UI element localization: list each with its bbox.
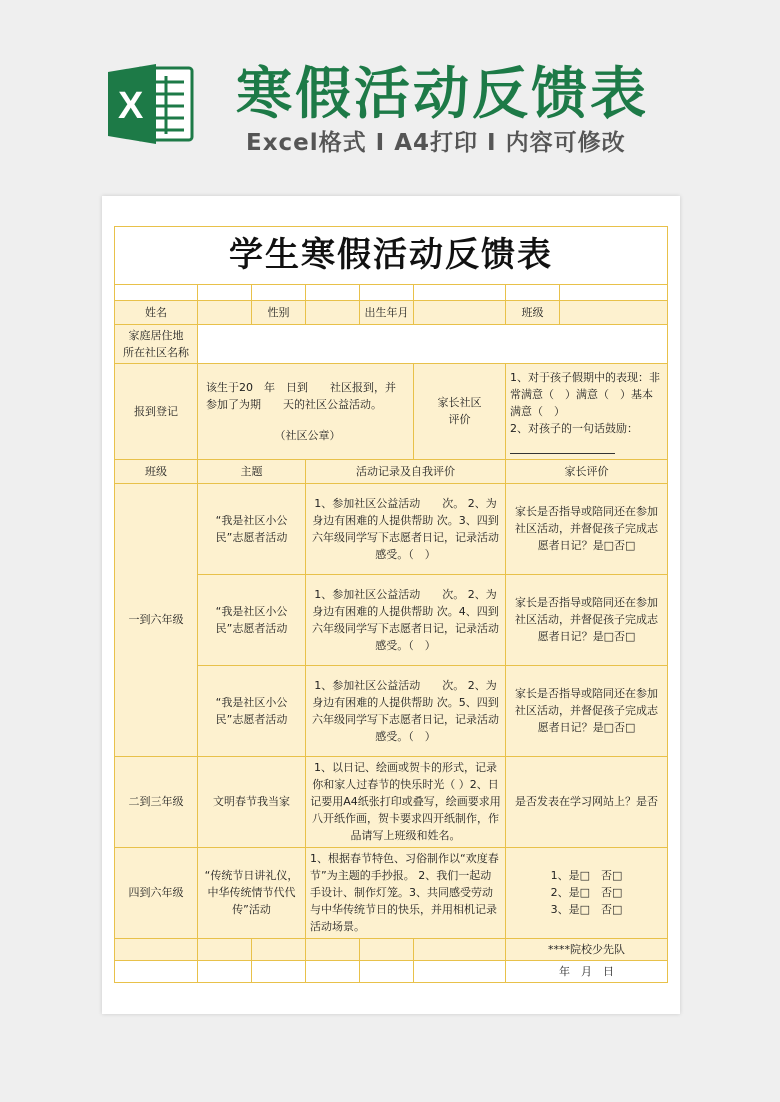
gender-field[interactable] — [306, 300, 360, 324]
blank-cell — [115, 960, 198, 982]
register-line: 该生于20 年 日到 社区报到，并 — [206, 380, 396, 394]
blank-cell — [306, 960, 360, 982]
footer-org: ****院校少先队 — [506, 938, 668, 960]
blank-cell — [360, 284, 414, 300]
address-label-line: 家庭居住地 — [128, 328, 184, 342]
theme-cell: “我是社区小公民”志愿者活动 — [198, 483, 306, 574]
record-cell[interactable]: 1、参加社区公益活动 次。 2、为身边有困难的人提供帮助 次。3、四到六年级同学写下志愿者日记，记录活动感受。（ ） — [306, 483, 506, 574]
parent-eval-label-line: 家长社区 — [437, 396, 482, 410]
blank-cell — [414, 284, 506, 300]
blank-cell — [115, 284, 198, 300]
blank-cell — [252, 284, 306, 300]
parent-eval-line: 1、对于孩子假期中的表现：非常满意（ ）满意（ ）基本满意（ ） — [510, 370, 660, 418]
parent-eval-cell[interactable]: 家长是否指导或陪同还在参加社区活动，并督促孩子完成志愿者日记？是□否□ — [506, 665, 668, 756]
parent-eval-label — [414, 363, 506, 459]
column-header-parent: 家长评价 — [506, 459, 668, 483]
excel-icon — [104, 58, 196, 150]
register-text[interactable] — [198, 363, 414, 459]
blank-cell — [560, 284, 668, 300]
banner-subtitle: Excel格式 I A4打印 I 内容可修改 — [246, 130, 626, 156]
blank-cell — [198, 284, 252, 300]
gender-label: 性别 — [252, 300, 306, 324]
blank-cell — [306, 938, 360, 960]
column-header-theme: 主题 — [198, 459, 306, 483]
blank-cell — [198, 960, 252, 982]
register-line: 参加了为期 天的社区公益活动。 — [206, 397, 382, 411]
banner — [0, 0, 780, 185]
sheet-title: 学生寒假活动反馈表 — [115, 227, 668, 285]
address-label — [115, 324, 198, 363]
parent-check-line: 2、是□ 否□ — [550, 886, 623, 900]
class-field[interactable] — [560, 300, 668, 324]
blank-cell — [306, 284, 360, 300]
banner-title: 寒假活动反馈表 — [236, 62, 649, 127]
theme-cell: “我是社区小公民”志愿者活动 — [198, 665, 306, 756]
blank-cell — [360, 938, 414, 960]
record-cell[interactable]: 1、以日记、绘画或贺卡的形式，记录你和家人过春节的快乐时光（ ）2、日记要用A4纸张打印或叠写，绘画要求用八开纸作画，贺卡要求四开纸制作，作品请写上班级和姓名。 — [306, 756, 506, 847]
column-header-grade: 班级 — [115, 459, 198, 483]
parent-eval-cell[interactable] — [506, 847, 668, 938]
parent-eval-cell[interactable]: 家长是否指导或陪同还在参加社区活动，并督促孩子完成志愿者日记？是□否□ — [506, 483, 668, 574]
feedback-table — [114, 226, 668, 983]
grade-cell: 二到三年级 — [115, 756, 198, 847]
register-label: 报到登记 — [115, 363, 198, 459]
name-field[interactable] — [198, 300, 252, 324]
svg-text:X: X — [118, 85, 144, 127]
birth-label: 出生年月 — [360, 300, 414, 324]
encouragement-blank — [510, 437, 663, 454]
blank-cell — [360, 960, 414, 982]
class-label: 班级 — [506, 300, 560, 324]
parent-eval-label-line: 评价 — [448, 413, 471, 427]
parent-eval-cell[interactable]: 家长是否指导或陪同还在参加社区活动，并督促孩子完成志愿者日记？是□否□ — [506, 574, 668, 665]
column-header-record: 活动记录及自我评价 — [306, 459, 506, 483]
blank-cell — [115, 938, 198, 960]
birth-field[interactable] — [414, 300, 506, 324]
parent-check-line: 1、是□ 否□ — [550, 869, 623, 883]
record-cell[interactable]: 1、参加社区公益活动 次。 2、为身边有困难的人提供帮助 次。4、四到六年级同学写下志愿者日记，记录活动感受。（ ） — [306, 574, 506, 665]
blank-cell — [414, 938, 506, 960]
grade-cell: 一到六年级 — [115, 483, 198, 756]
name-label: 姓名 — [115, 300, 198, 324]
theme-cell: “我是社区小公民”志愿者活动 — [198, 574, 306, 665]
parent-eval-line: 2、对孩子的一句话鼓励： — [510, 421, 638, 435]
parent-check-line: 3、是□ 否□ — [550, 903, 623, 917]
parent-eval-cell[interactable]: 是否发表在学习网站上？是否 — [506, 756, 668, 847]
blank-cell — [198, 938, 252, 960]
blank-cell — [252, 960, 306, 982]
community-stamp: （社区公章） — [274, 428, 341, 442]
sheet-page — [102, 196, 680, 1014]
address-field[interactable] — [198, 324, 668, 363]
blank-cell — [506, 284, 560, 300]
blank-cell — [414, 960, 506, 982]
parent-eval-text[interactable] — [506, 363, 668, 459]
address-label-line: 所在社区名称 — [123, 345, 189, 359]
record-cell[interactable]: 1、参加社区公益活动 次。 2、为身边有困难的人提供帮助 次。5、四到六年级同学写下志愿者日记，记录活动感受。（ ） — [306, 665, 506, 756]
blank-cell — [252, 938, 306, 960]
footer-date: 年 月 日 — [506, 960, 668, 982]
theme-cell: “传统节日讲礼仪，中华传统情节代代传”活动 — [198, 847, 306, 938]
grade-cell: 四到六年级 — [115, 847, 198, 938]
record-cell[interactable]: 1、根据春节特色、习俗制作以“欢度春节”为主题的手抄报。 2、我们一起动手设计、制作灯笼。3、共同感受劳动与中华传统节日的快乐，并用相机记录活动场景。 — [306, 847, 506, 938]
theme-cell: 文明春节我当家 — [198, 756, 306, 847]
